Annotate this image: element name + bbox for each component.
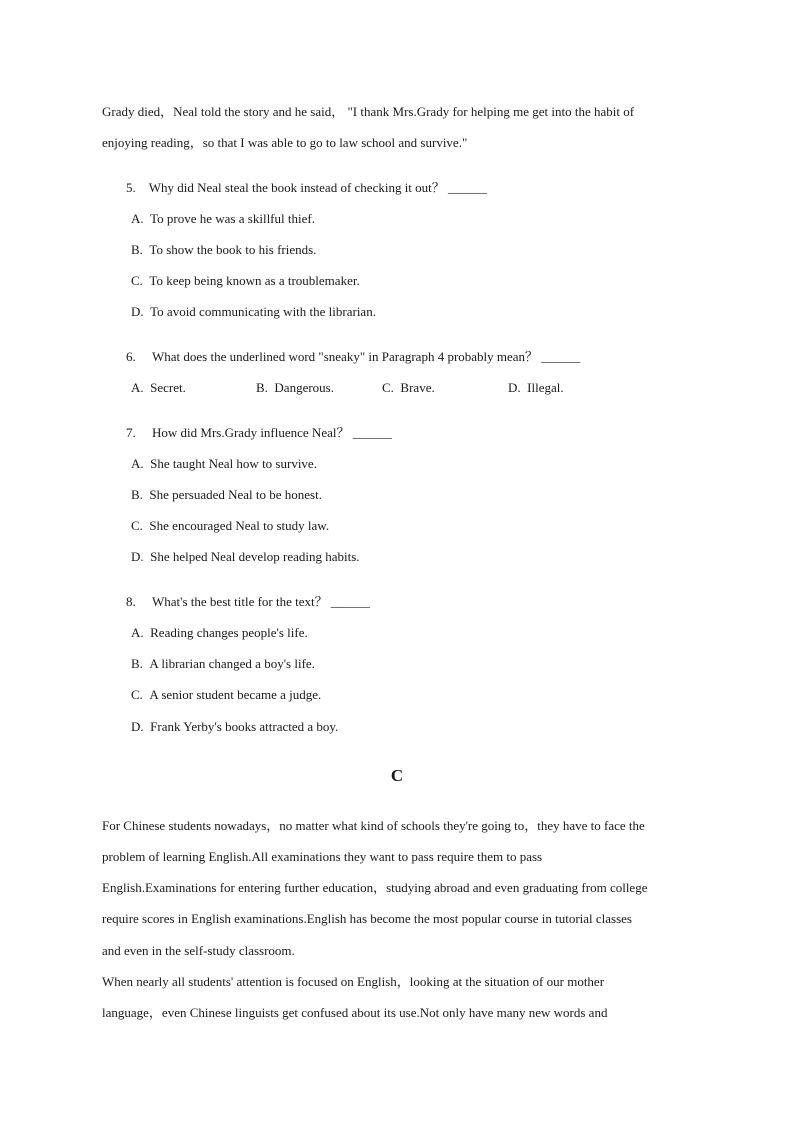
section-c-paragraph-2-line-2: language，even Chinese linguists get confused about its use.Not only have many new words and bbox=[102, 1005, 608, 1020]
q6-option-d: D. Illegal. bbox=[508, 380, 564, 395]
question-number: 5. bbox=[126, 180, 136, 195]
section-c-paragraph-1-line-5: and even in the self-study classroom. bbox=[102, 943, 295, 958]
q5-option-d: D. To avoid communicating with the librarian. bbox=[131, 304, 376, 319]
section-c-paragraph-1-line-4: require scores in English examinations.English has become the most popular course in tutorial classes bbox=[102, 911, 632, 926]
section-c-paragraph-1-line-2: problem of learning English.All examinations they want to pass require them to pass bbox=[102, 849, 543, 864]
q6-option-b: B. Dangerous. bbox=[256, 380, 334, 395]
q8-option-b: B. A librarian changed a boy's life. bbox=[131, 656, 315, 671]
q7-option-b: B. She persuaded Neal to be honest. bbox=[131, 487, 322, 502]
q7-option-c: C. She encouraged Neal to study law. bbox=[131, 518, 330, 533]
q6-option-a: A. Secret. bbox=[131, 380, 186, 395]
question-text: Why did Neal steal the book instead of checking it out？ ______ bbox=[148, 180, 488, 195]
q5-option-a: A. To prove he was a skillful thief. bbox=[131, 211, 315, 226]
passage-b-line-2: enjoying reading，so that I was able to go to law school and survive." bbox=[102, 135, 468, 150]
question-number: 7. bbox=[126, 425, 136, 440]
q6-option-c: C. Brave. bbox=[382, 380, 435, 395]
passage-b-line-1: Grady died，Neal told the story and he said， "I thank Mrs.Grady for helping me get into the habit of bbox=[102, 104, 635, 119]
q5-option-b: B. To show the book to his friends. bbox=[131, 242, 317, 257]
q8-option-a: A. Reading changes people's life. bbox=[131, 625, 308, 640]
question-text: What's the best title for the text？ ______ bbox=[152, 594, 370, 609]
question-7 bbox=[126, 425, 392, 441]
q8-option-d: D. Frank Yerby's books attracted a boy. bbox=[131, 719, 339, 734]
question-text: How did Mrs.Grady influence Neal？ ______ bbox=[152, 425, 392, 440]
section-c-paragraph-2-line-1: When nearly all students' attention is focused on English，looking at the situation of our mother bbox=[102, 974, 605, 989]
question-number: 8. bbox=[126, 594, 136, 609]
q5-option-c: C. To keep being known as a troublemaker. bbox=[131, 273, 360, 288]
question-8 bbox=[126, 594, 370, 610]
question-5 bbox=[126, 180, 487, 196]
question-6 bbox=[126, 349, 580, 365]
q7-option-a: A. She taught Neal how to survive. bbox=[131, 456, 317, 471]
question-number: 6. bbox=[126, 349, 136, 364]
section-c-paragraph-1-line-3: English.Examinations for entering further education，studying abroad and even graduating from college bbox=[102, 880, 648, 895]
q7-option-d: D. She helped Neal develop reading habits. bbox=[131, 549, 360, 564]
q8-option-c: C. A senior student became a judge. bbox=[131, 687, 322, 702]
question-text: What does the underlined word "sneaky" in Paragraph 4 probably mean？ ______ bbox=[152, 349, 581, 364]
section-c-paragraph-1-line-1: For Chinese students nowadays，no matter what kind of schools they're going to，they have to face the bbox=[102, 818, 645, 833]
section-c-heading: C bbox=[390, 766, 404, 785]
